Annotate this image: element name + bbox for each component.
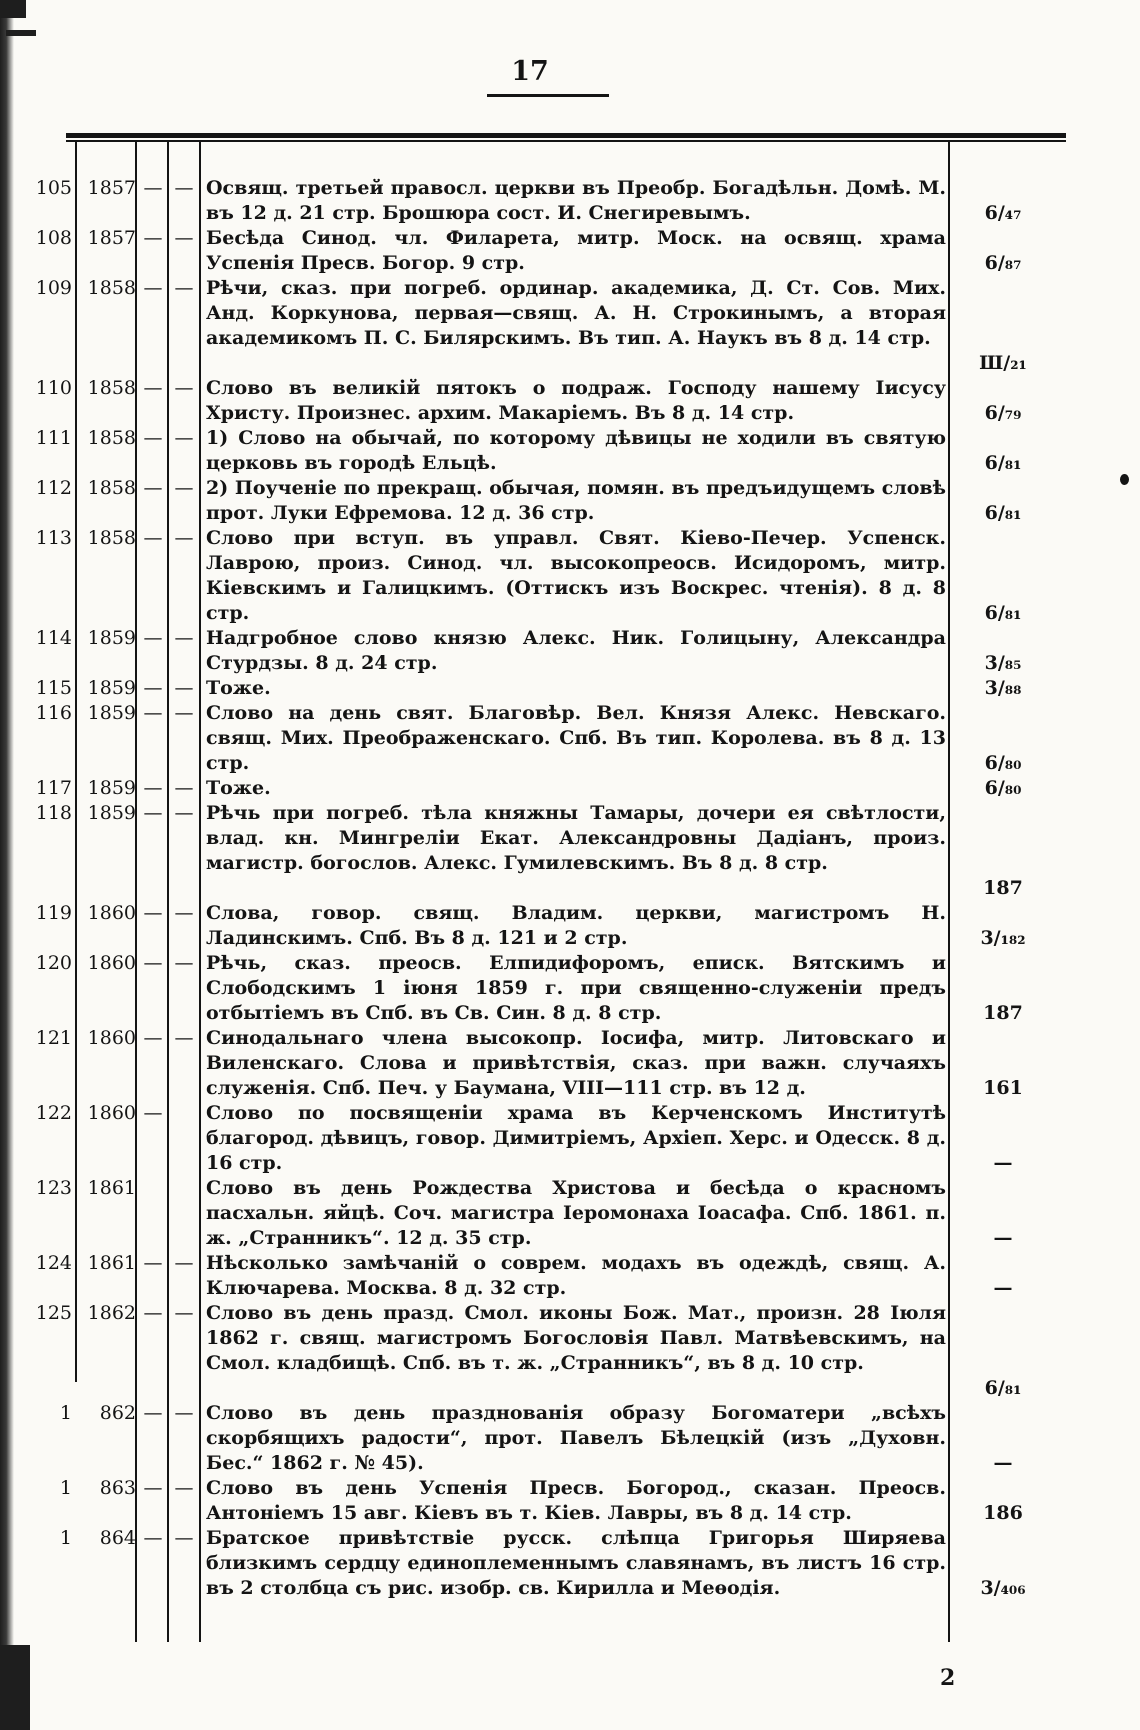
entry-dash: — xyxy=(174,1527,194,1549)
entry-dash: — xyxy=(174,802,194,824)
entry-dash: — xyxy=(174,1252,194,1274)
entry-dash: — xyxy=(174,177,194,199)
entry-title: 2) Поученіе по прекращ. обычая, помян. въ предъидущемъ словѣ прот. Луки Ефремова. 12 д. 36 стр. xyxy=(206,477,946,524)
header-rule-thick xyxy=(66,133,1066,138)
entry-shelfmark: 187 xyxy=(983,877,1023,899)
entry-dash: — xyxy=(143,427,163,449)
entry-dash: — xyxy=(143,477,163,499)
entry-title: Слова, говор. свящ. Владим. церкви, магистромъ Н. Ладинскимъ. Спб. Въ 8 д. 121 и 2 стр. xyxy=(206,902,946,949)
entry-number: 1 xyxy=(59,1402,72,1424)
entry-number: 1 xyxy=(59,1477,72,1499)
entry-title: Слово по посвященіи храма въ Керченскомъ Институтѣ благород. дѣвицъ, говор. Димитріемъ, Архіеп. Херс. и Одесск. 8 д. 16 стр. xyxy=(206,1102,946,1174)
entry-dash: — xyxy=(174,477,194,499)
column-rule-dash2 xyxy=(199,142,201,1642)
entry-title: Рѣчи, сказ. при погреб. ординар. академика, Д. Ст. Сов. Мих. Анд. Коркунова, первая—свящ. А. Н. Строкинымъ, а вторая академикомъ П. С. Билярскимъ. Въ тип. А. Наукъ въ 8 д. 14 стр. xyxy=(206,277,946,349)
entry-shelfmark: 6/₈₁ xyxy=(984,1377,1022,1399)
entry-number: 121 xyxy=(35,1027,72,1049)
entry-dash: — xyxy=(174,377,194,399)
entry-dash: — xyxy=(174,902,194,924)
entry-title: Слово въ день Рождества Христова и бесѣда о красномъ пасхальн. яйцѣ. Соч. магистра Іеромонаха Іоасафа. Спб. 1861. п. ж. „Странникъ“. 12 д. 35 стр. xyxy=(206,1177,946,1249)
entry-year: 1861 xyxy=(87,1177,136,1199)
entry-year: 1859 xyxy=(87,777,136,799)
entry-dash: — xyxy=(143,802,163,824)
scan-speck xyxy=(0,0,26,18)
entry-dash: — xyxy=(174,1027,194,1049)
entry-year: 1859 xyxy=(87,627,136,649)
header-rule-thin xyxy=(66,140,1066,142)
entry-shelfmark: — xyxy=(993,1152,1013,1174)
entry-year: 1858 xyxy=(87,377,136,399)
entry-number: 105 xyxy=(35,177,72,199)
entry-title: Братское привѣтствіе русск. слѣпца Григорья Ширяева близкимъ сердцу единоплеменнымъ славянамъ, въ листъ 16 стр. въ 2 столбца съ рис. изобр. св. Кирилла и Меѳодія. xyxy=(206,1527,946,1599)
entry-dash: — xyxy=(143,177,163,199)
scan-speck xyxy=(6,30,36,36)
entry-year: 1859 xyxy=(87,802,136,824)
scan-speck xyxy=(0,1645,30,1730)
entry-title: Тоже. xyxy=(206,777,271,799)
entry-dash: — xyxy=(143,1027,163,1049)
entry-dash: — xyxy=(174,427,194,449)
margin-dot xyxy=(1120,474,1129,485)
entry-shelfmark: — xyxy=(993,1227,1013,1249)
entry-title: Слово въ день празднованія образу Богоматери „всѣхъ скорбящихъ радости“, прот. Павелъ Бѣлецкій (изъ „Духовн. Бес.“ 1862 г. № 45). xyxy=(206,1402,946,1474)
entry-year: 1859 xyxy=(87,702,136,724)
entry-year: 1858 xyxy=(87,527,136,549)
entry-year: 1857 xyxy=(87,177,136,199)
entry-dash: — xyxy=(174,777,194,799)
entry-title: Освящ. третьей правосл. церкви въ Преобр. Богадѣльн. Домѣ. М. въ 12 д. 21 стр. Брошюра сост. И. Снегиревымъ. xyxy=(206,177,946,224)
entry-shelfmark: 6/₈₁ xyxy=(984,602,1022,624)
entry-title: Слово при вступ. въ управл. Свят. Кіево-Печер. Успенск. Лаврою, произ. Синод. чл. высокопреосв. Исидоромъ, митр. Кіевскимъ и Галицкимъ. (Оттискъ изъ Воскрес. чтенія). 8 д. 8 стр. xyxy=(206,527,946,624)
entry-dash: — xyxy=(174,277,194,299)
entry-number: 119 xyxy=(35,902,72,924)
entry-dash: — xyxy=(143,527,163,549)
entry-title: Надгробное слово князю Алекс. Ник. Голицыну, Александра Стурдзы. 8 д. 24 стр. xyxy=(206,627,946,674)
entry-shelfmark: Ш/₂₁ xyxy=(979,352,1027,374)
entry-title: Рѣчь, сказ. преосв. Елпидифоромъ, еписк. Вятскимъ и Слободскимъ 1 іюня 1859 г. при священно-служеніи предъ отбытіемъ въ Спб. въ Св. Син. 8 д. 8 стр. xyxy=(206,952,946,1024)
entry-number: 117 xyxy=(35,777,72,799)
entry-shelfmark: — xyxy=(993,1277,1013,1299)
entry-number: 120 xyxy=(35,952,72,974)
entry-shelfmark: — xyxy=(993,1452,1013,1474)
column-rule-dash1 xyxy=(167,142,169,1642)
entry-dash: — xyxy=(143,777,163,799)
entry-title: Слово въ великій пятокъ о подраж. Господу нашему Іисусу Христу. Произнес. архим. Макаріемъ. Въ 8 д. 14 стр. xyxy=(206,377,946,424)
entry-title: Слово въ день Успенія Пресв. Богород., сказан. Преосв. Антоніемъ 15 авг. Кіевъ въ т. Кіев. Лавры, въ 8 д. 14 стр. xyxy=(206,1477,946,1524)
entry-dash: — xyxy=(143,902,163,924)
entry-dash: — xyxy=(174,1477,194,1499)
entry-shelfmark: 187 xyxy=(983,1002,1023,1024)
entry-number: 108 xyxy=(35,227,72,249)
entry-shelfmark: 6/₇₉ xyxy=(984,402,1022,424)
entry-year: 1860 xyxy=(87,902,136,924)
entry-shelfmark: 6/₈₇ xyxy=(984,252,1022,274)
entry-dash: — xyxy=(143,1252,163,1274)
entry-shelfmark: 3/₈₅ xyxy=(984,652,1022,674)
entry-dash: — xyxy=(143,677,163,699)
entry-year: 1858 xyxy=(87,427,136,449)
entry-title: Слово на день свят. Благовѣр. Вел. Князя Алекс. Невскаго. свящ. Мих. Преображенскаго. Спб. Въ тип. Королева. въ 8 д. 13 стр. xyxy=(206,702,946,774)
entry-year: 1858 xyxy=(87,477,136,499)
entry-number: 125 xyxy=(35,1302,72,1324)
entry-dash: — xyxy=(174,1402,194,1424)
entry-number: 113 xyxy=(35,527,72,549)
entry-year: 1857 xyxy=(87,227,136,249)
entry-dash: — xyxy=(143,1102,163,1124)
column-rule-title xyxy=(948,142,950,1642)
entry-dash: — xyxy=(143,952,163,974)
entry-year: 863 xyxy=(99,1477,136,1499)
entry-number: 109 xyxy=(35,277,72,299)
entry-dash: — xyxy=(143,277,163,299)
entry-dash: — xyxy=(143,1527,163,1549)
entry-shelfmark: 6/₈₁ xyxy=(984,452,1022,474)
entry-shelfmark: 6/₈₀ xyxy=(984,752,1022,774)
entry-year: 1860 xyxy=(87,1027,136,1049)
entry-title: Нѣсколько замѣчаній о соврем. модахъ въ одеждѣ, свящ. А. Ключарева. Москва. 8 д. 32 стр. xyxy=(206,1252,946,1299)
entry-number: 114 xyxy=(35,627,72,649)
entry-year: 1860 xyxy=(87,952,136,974)
entry-dash: — xyxy=(143,1477,163,1499)
entry-year: 1859 xyxy=(87,677,136,699)
scan-edge-shadow xyxy=(0,0,14,1730)
entry-shelfmark: 6/₈₀ xyxy=(984,777,1022,799)
entry-shelfmark: 186 xyxy=(983,1502,1023,1524)
entry-shelfmark: 6/₈₁ xyxy=(984,502,1022,524)
entry-dash: — xyxy=(143,377,163,399)
entry-number: 122 xyxy=(35,1102,72,1124)
entry-shelfmark: 3/₈₈ xyxy=(984,677,1022,699)
entry-number: 116 xyxy=(35,702,72,724)
entry-shelfmark: 3/₁₈₂ xyxy=(980,927,1026,949)
entry-number: 1 xyxy=(59,1527,72,1549)
entry-number: 118 xyxy=(35,802,72,824)
entry-title: Рѣчь при погреб. тѣла княжны Тамары, дочери ея свѣтлости, влад. кн. Мингреліи Екат. Александровны Дадіанъ, произ. магистр. богослов. Алекс. Гумилевскимъ. Въ 8 д. 8 стр. xyxy=(206,802,946,874)
entry-year: 1860 xyxy=(87,1102,136,1124)
entry-shelfmark: 3/₄₀₆ xyxy=(980,1577,1026,1599)
page-number: 17 xyxy=(511,56,549,87)
entry-dash: — xyxy=(174,702,194,724)
page-number-underline xyxy=(487,94,609,97)
entry-dash: — xyxy=(143,1402,163,1424)
entry-year: 1862 xyxy=(87,1302,136,1324)
entry-dash: — xyxy=(174,527,194,549)
entry-year: 864 xyxy=(99,1527,136,1549)
entry-title: Бесѣда Синод. чл. Филарета, митр. Моск. на освящ. храма Успенія Пресв. Богор. 9 стр. xyxy=(206,227,946,274)
entry-number: 110 xyxy=(35,377,72,399)
entry-dash: — xyxy=(174,627,194,649)
entry-number: 115 xyxy=(35,677,72,699)
entry-dash: — xyxy=(174,227,194,249)
entry-year: 1861 xyxy=(87,1252,136,1274)
entry-dash: — xyxy=(143,1302,163,1324)
entry-title: Синодальнаго члена высокопр. Іосифа, митр. Литовскаго и Виленскаго. Слова и привѣтствія, сказ. при важн. случаяхъ служенія. Спб. Печ. у Баумана, VIII—111 стр. въ 12 д. xyxy=(206,1027,946,1099)
entry-dash: — xyxy=(143,702,163,724)
entry-number: 112 xyxy=(35,477,72,499)
entry-dash: — xyxy=(143,227,163,249)
entry-dash: — xyxy=(143,627,163,649)
entry-title: 1) Слово на обычай, по которому дѣвицы не ходили въ святую церковь въ городѣ Ельцѣ. xyxy=(206,427,946,474)
entry-dash: — xyxy=(174,952,194,974)
signature-number: 2 xyxy=(940,1665,956,1691)
entry-dash: — xyxy=(174,677,194,699)
entry-dash: — xyxy=(174,1302,194,1324)
entry-number: 111 xyxy=(35,427,72,449)
entry-shelfmark: 6/₄₇ xyxy=(984,202,1022,224)
entry-shelfmark: 161 xyxy=(983,1077,1023,1099)
entry-title: Слово въ день празд. Смол. иконы Бож. Мат., произн. 28 Іюля 1862 г. свящ. магистромъ Богословія Павл. Матвѣевскимъ, на Смол. кладбищѣ. Спб. въ т. ж. „Странникъ“, въ 8 д. 10 стр. xyxy=(206,1302,946,1374)
entry-title: Тоже. xyxy=(206,677,271,699)
entry-number: 123 xyxy=(35,1177,72,1199)
entry-number: 124 xyxy=(35,1252,72,1274)
entry-year: 1858 xyxy=(87,277,136,299)
entry-year: 862 xyxy=(99,1402,136,1424)
